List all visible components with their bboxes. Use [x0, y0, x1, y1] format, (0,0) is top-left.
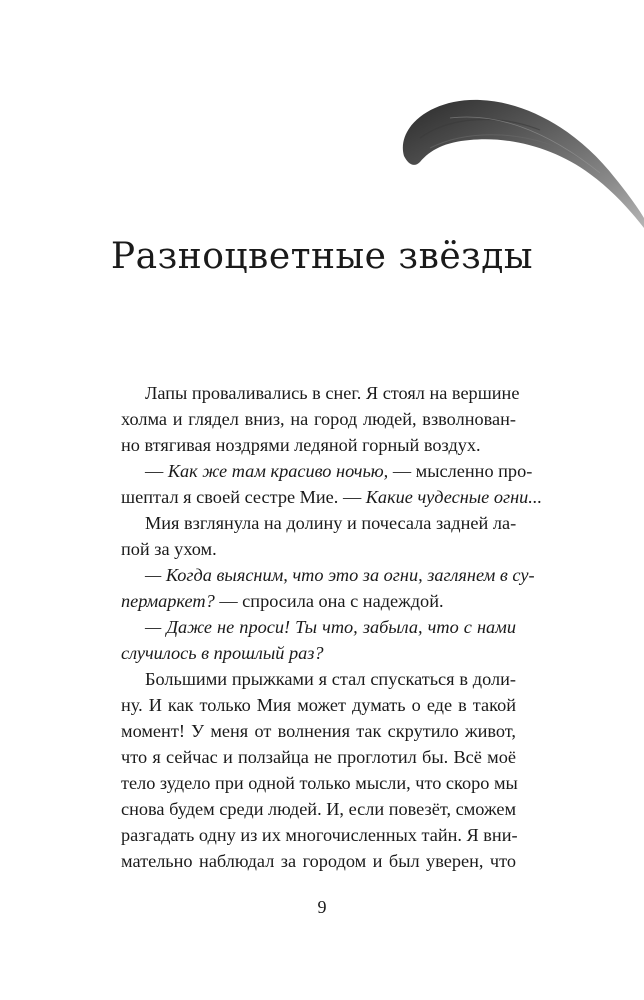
dialogue-line: — Когда выясним, что это за огни, заглянем в су- — [145, 565, 535, 585]
text-line: тело зудело при одной только мысли, что скоро мы — [121, 773, 518, 793]
dialogue-rest: — мысленно про- — [388, 461, 533, 481]
text-line: разгадать одну из их многочисленных тайн. Я вни- — [121, 825, 518, 845]
chapter-title: Разноцветные звёзды — [110, 236, 534, 277]
dialogue-line — [121, 458, 533, 484]
text-line: но втягивая ноздрями ледяной горный воздух. — [121, 435, 481, 455]
dialogue-line: случилось в прошлый раз? — [121, 643, 324, 663]
dialogue-rest: шептал я своей сестре Мие. — — [121, 487, 366, 507]
cat-tail-illustration — [390, 78, 644, 228]
dialogue-rest: — спросила она с надеждой. — [214, 591, 444, 611]
dialogue-italic: Какие чудесные огни... — [365, 487, 543, 507]
text-line: что я сейчас и ползайца не проглотил бы. Всё моё — [121, 747, 516, 767]
dialogue-italic: пермаркет? — [121, 591, 215, 611]
dialogue-line — [121, 484, 543, 510]
text-line: ну. И как только Мия может думать о еде в такой — [121, 695, 516, 715]
text-line: Лапы проваливались в снег. Я стоял на вершине — [145, 383, 520, 403]
dash: — — [145, 461, 164, 481]
page-number: 9 — [317, 897, 327, 917]
text-line: холма и глядел вниз, на город людей, взволнован- — [121, 409, 516, 429]
text-line: мательно наблюдал за городом и был уверен, что — [121, 851, 516, 871]
dialogue-line — [121, 588, 516, 614]
dialogue-italic: Как же там красиво ночью, — [167, 461, 389, 481]
chapter-text — [121, 380, 543, 874]
text-line: Мия взглянула на долину и почесала задней ла- — [145, 513, 517, 533]
text-line: Большими прыжками я стал спускаться в доли- — [145, 669, 516, 689]
text-line: снова будем среди людей. И, если повезёт, сможем — [121, 799, 517, 819]
dialogue-line: — Даже не проси! Ты что, забыла, что с нами — [145, 617, 516, 637]
text-line: пой за ухом. — [121, 539, 217, 559]
text-line: момент! У меня от волнения так скрутило живот, — [121, 721, 516, 741]
